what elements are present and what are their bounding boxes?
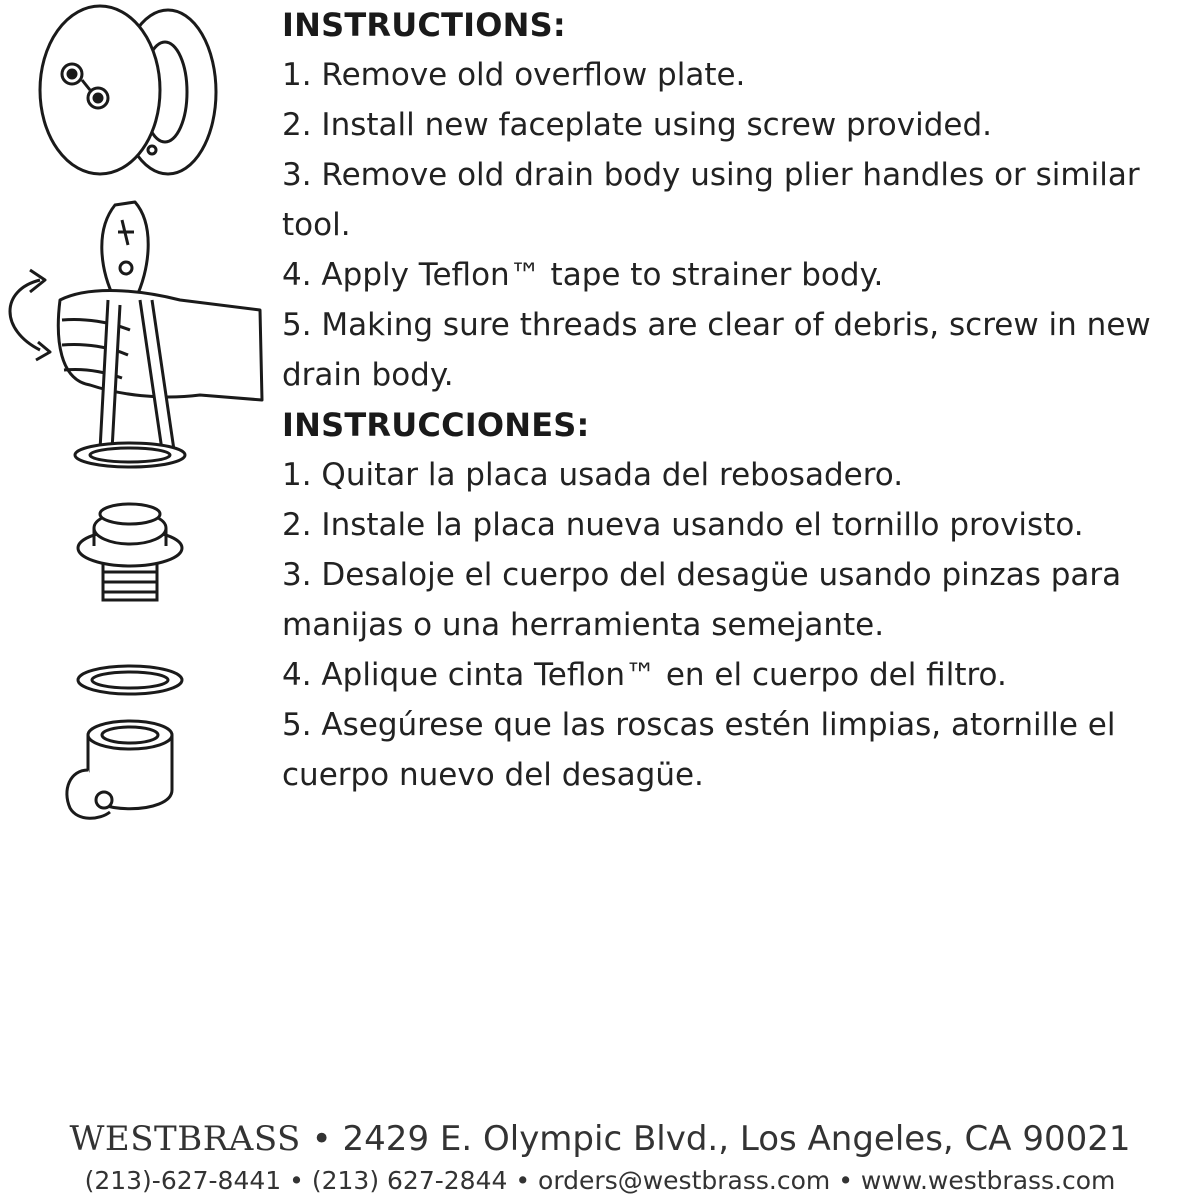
instruction-step-en: 5. Making sure threads are clear of debris, screw in new drain body.: [282, 307, 1151, 393]
separator-dot: •: [289, 1166, 304, 1195]
instruction-step-en: 4. Apply Teflon™ tape to strainer body.: [282, 257, 884, 293]
instructions-heading-en: INSTRUCTIONS:: [282, 6, 566, 44]
footer-contact-line: [0, 1163, 1200, 1199]
instructions-heading-es: INSTRUCCIONES:: [282, 406, 590, 444]
footer-address: 2429 E. Olympic Blvd., Los Angeles, CA 90021: [342, 1119, 1131, 1159]
overflow-plate-icon: [40, 6, 216, 174]
instruction-step-en: 3. Remove old drain body using plier handles or similar tool.: [282, 157, 1140, 243]
separator-dot: •: [515, 1166, 531, 1195]
drain-stopper-icon: [78, 504, 182, 600]
instruction-step-es: 1. Quitar la placa usada del rebosadero.: [282, 457, 904, 493]
footer-website: www.westbrass.com: [860, 1166, 1116, 1195]
instruction-step-es: 2. Instale la placa nueva usando el tornillo provisto.: [282, 507, 1084, 543]
instruction-step-en: 2. Install new faceplate using screw provided.: [282, 107, 993, 143]
footer-phone-1: (213)-627-8441: [84, 1166, 282, 1195]
instruction-step-es: 4. Aplique cinta Teflon™ en el cuerpo del filtro.: [282, 657, 1007, 693]
footer-address-line: [0, 1115, 1200, 1163]
pliers-hand-icon: [10, 202, 262, 467]
illustrations-column: [0, 0, 270, 860]
instruction-step-en: 1. Remove old overflow plate.: [282, 57, 746, 93]
separator-dot: •: [311, 1119, 332, 1159]
company-footer: [0, 1115, 1200, 1199]
drain-body-icon: [67, 666, 182, 818]
instructions-block: [282, 0, 1182, 800]
instruction-step-es: 5. Asegúrese que las roscas estén limpias, atornille el cuerpo nuevo del desagüe.: [282, 707, 1116, 793]
instruction-step-es: 3. Desaloje el cuerpo del desagüe usando pinzas para manijas o una herramienta semejante.: [282, 557, 1122, 643]
separator-dot: •: [838, 1166, 853, 1195]
footer-phone-2: (213) 627-2844: [311, 1166, 508, 1195]
brand-name: WESTBRASS: [69, 1119, 301, 1159]
footer-email: orders@westbrass.com: [538, 1166, 831, 1195]
